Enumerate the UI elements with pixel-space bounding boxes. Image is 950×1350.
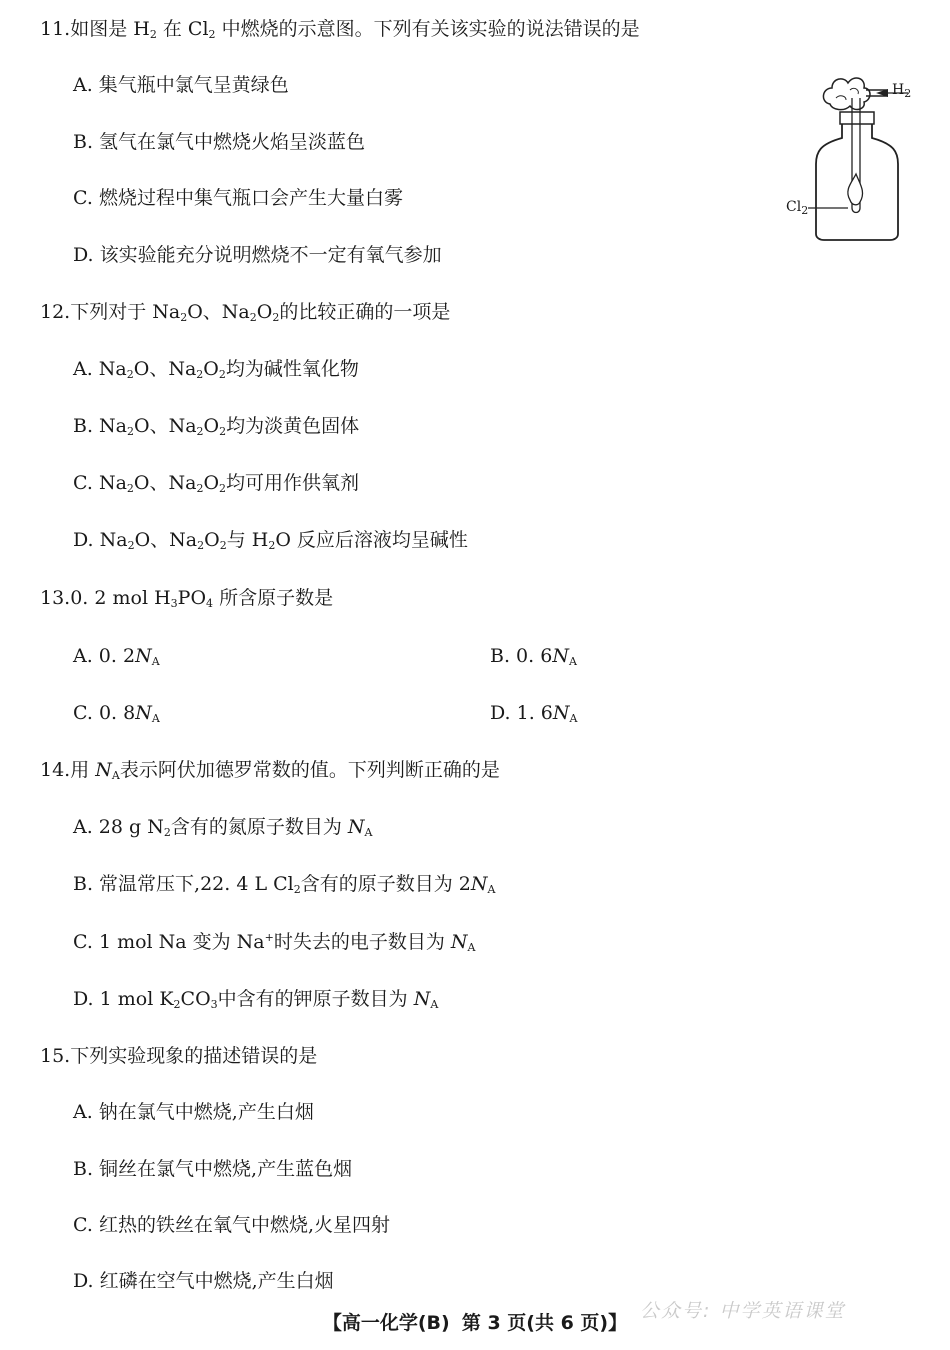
q12-option-b: B. $Na_2O$、$Na_2O_2$均为淡黄色固体 xyxy=(73,415,360,438)
q12-option-d: D. $Na_2O$、$Na_2O_2$与 $H_2O$ 反应后溶液均呈碱性 xyxy=(73,529,468,552)
q12-option-a: A. $Na_2O$、$Na_2O_2$均为碱性氧化物 xyxy=(73,358,359,381)
q14-option-b: B. 常温常压下,22. 4 L $Cl_2$含有的原子数目为 $2N_A$ xyxy=(73,873,496,896)
q13-option-a: A. 0. $2N_A$ xyxy=(73,645,160,668)
q13-option-d: D. 1. $6N_A$ xyxy=(490,702,578,725)
q15-option-c: C. 红热的铁丝在氧气中燃烧,火星四射 xyxy=(73,1214,390,1236)
q15-stem: 15.下列实验现象的描述错误的是 xyxy=(40,1045,318,1067)
footer-page-number: 第 3 页(共 6 页)】 xyxy=(461,1312,628,1334)
q14-option-a: A. 28 g $N_2$含有的氮原子数目为 $N_A$ xyxy=(73,816,373,839)
h2-cl2-combustion-diagram xyxy=(780,68,930,252)
q11-option-c: C. 燃烧过程中集气瓶口会产生大量白雾 xyxy=(73,187,403,209)
h2-label: $H_2$ xyxy=(892,82,912,100)
q15-option-a: A. 钠在氯气中燃烧,产生白烟 xyxy=(73,1101,314,1123)
q13-option-c: C. 0. $8N_A$ xyxy=(73,702,160,725)
q12-stem: 12.下列对于 $Na_2O$、$Na_2O_2$的比较正确的一项是 xyxy=(40,301,451,324)
footer-subject: 【高一化学(B) xyxy=(322,1312,450,1334)
q15-option-d: D. 红磷在空气中燃烧,产生白烟 xyxy=(73,1270,334,1292)
q14-option-d: D. 1 mol $K_2CO_3$中含有的钾原子数目为 $N_A$ xyxy=(73,988,439,1011)
q12-option-c: C. $Na_2O$、$Na_2O_2$均可用作供氧剂 xyxy=(73,472,360,495)
q11-option-a: A. 集气瓶中氯气呈黄绿色 xyxy=(73,74,289,96)
q11-option-d: D. 该实验能充分说明燃烧不一定有氧气参加 xyxy=(73,244,442,266)
q11-stem: 11.如图是 $H_2$ 在 $Cl_2$ 中燃烧的示意图。下列有关该实验的说法错误的是 xyxy=(40,18,640,41)
watermark: 公众号: 中学英语课堂 xyxy=(640,1300,846,1322)
q11-option-b: B. 氢气在氯气中燃烧火焰呈淡蓝色 xyxy=(73,131,366,153)
q13-stem: 13.0. 2 mol $H_3PO_4$ 所含原子数是 xyxy=(40,587,334,610)
q14-option-c: C. 1 mol Na 变为 Na+时失去的电子数目为 $N_A$ xyxy=(73,931,476,954)
cl2-label: $Cl_2$ xyxy=(786,199,809,217)
q13-option-b: B. 0. $6N_A$ xyxy=(490,645,577,668)
q15-option-b: B. 铜丝在氯气中燃烧,产生蓝色烟 xyxy=(73,1158,353,1180)
q14-stem: 14.用 $N_A$表示阿伏加德罗常数的值。下列判断正确的是 xyxy=(40,759,500,782)
